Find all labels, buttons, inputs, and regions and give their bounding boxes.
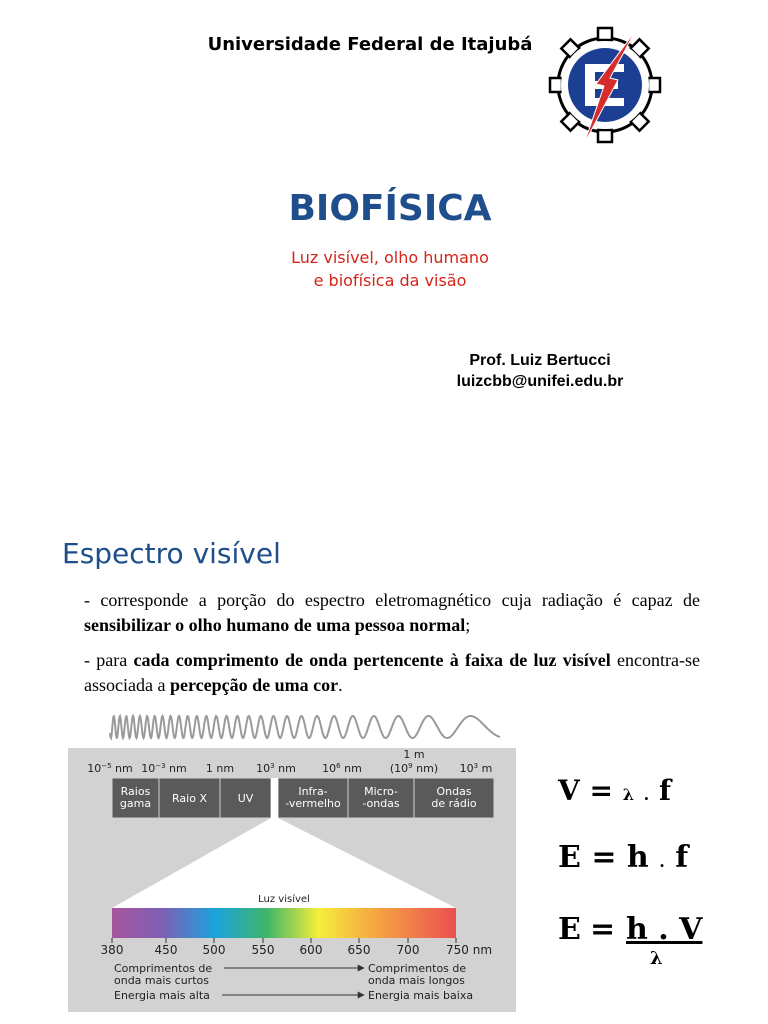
author-block: [420, 350, 660, 392]
p2-run: encontra-se associada a: [84, 650, 701, 695]
eq-equals: =: [591, 840, 617, 875]
tick-exponent: 6: [336, 762, 341, 770]
arrow-right-label: Energia mais baixa: [368, 989, 474, 1002]
electromagnetic-spectrum-figure: [68, 748, 516, 1012]
university-name: Universidade Federal de Itajubá: [207, 34, 533, 55]
page-title: BIOFÍSICA: [288, 188, 492, 229]
eq-var: h: [626, 840, 649, 875]
nm-tick-label: 500: [202, 943, 226, 957]
nm-tick-label: 600: [299, 943, 323, 957]
band-label: Raio X: [172, 792, 207, 805]
nm-tick-label: 750 nm: [446, 943, 493, 957]
tick-unit: nm: [111, 762, 133, 775]
arrow-right-label: onda mais longos: [368, 974, 465, 987]
nm-tick-label: 700: [396, 943, 420, 957]
p1-run: ;: [465, 615, 471, 635]
author-email: luizcbb@unifei.edu.br: [456, 373, 624, 390]
p2-run: cada comprimento de onda pertencente à faixa de luz visível: [133, 650, 611, 670]
wavelength-tick-label: [256, 762, 296, 775]
nm-tick-label: 650: [347, 943, 371, 957]
p1-run: - corresponde a porção do espectro eletromagnético cuja radiação é capaz de: [84, 590, 700, 610]
band-label: Micro-: [364, 785, 398, 798]
band-label: -ondas: [362, 797, 400, 810]
tick-unit: m: [478, 762, 493, 775]
wavelength-tick-label: [390, 762, 438, 775]
wave-illustration: [108, 705, 504, 749]
wave-line: [110, 716, 500, 738]
tick-unit: nm): [412, 762, 439, 775]
wavelength-tick-label: [206, 762, 234, 775]
paragraph-definition: [84, 588, 700, 638]
tick-exponent: −3: [155, 762, 166, 770]
nm-tick-label: 380: [100, 943, 124, 957]
p2-run: .: [338, 675, 343, 695]
section-title: Espectro visível: [62, 537, 281, 570]
subtitle-line: e biofísica da visão: [313, 271, 467, 290]
equation-energy-frequency: [558, 840, 718, 884]
band-label: -vermelho: [285, 797, 341, 810]
eq-equals: =: [589, 774, 613, 807]
p1-run: sensibilizar o olho humano de uma pessoa normal: [84, 615, 466, 635]
equation-energy-wavelength: [558, 908, 718, 978]
arrow-left-label: Energia mais alta: [114, 989, 210, 1002]
tick-exponent: −5: [101, 762, 112, 770]
visible-spectrum-bar: [112, 908, 456, 938]
nm-tick-label: 550: [251, 943, 275, 957]
band-label: UV: [237, 792, 254, 805]
tick-unit: nm: [340, 762, 362, 775]
tick-unit: nm: [165, 762, 187, 775]
visible-light-label: Luz visível: [258, 894, 310, 905]
eq-lambda: λ: [622, 785, 634, 804]
visible-window: [271, 778, 278, 820]
p2-run: percepção de uma cor: [169, 675, 339, 695]
paragraph-color: [84, 648, 700, 698]
tick-base: 10: [256, 762, 271, 775]
eq-dot: .: [643, 785, 650, 804]
equation-velocity: [558, 774, 718, 814]
nm-tick-label: 450: [154, 943, 178, 957]
tick-exponent: 3: [270, 762, 275, 770]
arrow-left-label: Comprimentos de: [114, 962, 213, 975]
band-label: gama: [119, 797, 152, 810]
one-meter-label: 1 m: [403, 748, 425, 761]
tick-base: 10: [459, 762, 474, 775]
eq-numerator: h . V: [626, 912, 703, 947]
tick-exponent: 9: [408, 762, 413, 770]
tick-base: (10: [389, 762, 409, 775]
eq-equals: =: [590, 912, 616, 947]
eq-var: f: [675, 840, 689, 875]
eq-var: f: [659, 774, 672, 807]
band-label: Ondas: [436, 785, 472, 798]
tick-unit: nm: [274, 762, 296, 775]
tick-exponent: 3: [473, 762, 479, 770]
tick-base: 10: [322, 762, 337, 775]
eq-denominator: λ: [650, 948, 663, 969]
eq-var: V: [558, 774, 580, 807]
subtitle: [240, 246, 540, 292]
tick-base: 10: [141, 762, 156, 775]
eq-var: E: [558, 912, 581, 947]
tick-base: 10: [87, 762, 102, 775]
subtitle-line: Luz visível, olho humano: [291, 248, 489, 267]
author-name: Prof. Luiz Bertucci: [469, 352, 611, 369]
band-label: de rádio: [431, 797, 477, 810]
eq-dot: .: [659, 852, 665, 871]
arrow-left-label: onda mais curtos: [114, 974, 209, 987]
band-label: Raios: [120, 785, 151, 798]
university-logo: [548, 24, 662, 146]
arrow-right-label: Comprimentos de: [368, 962, 467, 975]
wavelength-tick-label: [322, 762, 362, 775]
tick-base: 1 nm: [205, 762, 235, 775]
p2-run: - para: [84, 650, 134, 670]
eq-var: E: [558, 840, 581, 875]
band-label: Infra-: [298, 785, 328, 798]
